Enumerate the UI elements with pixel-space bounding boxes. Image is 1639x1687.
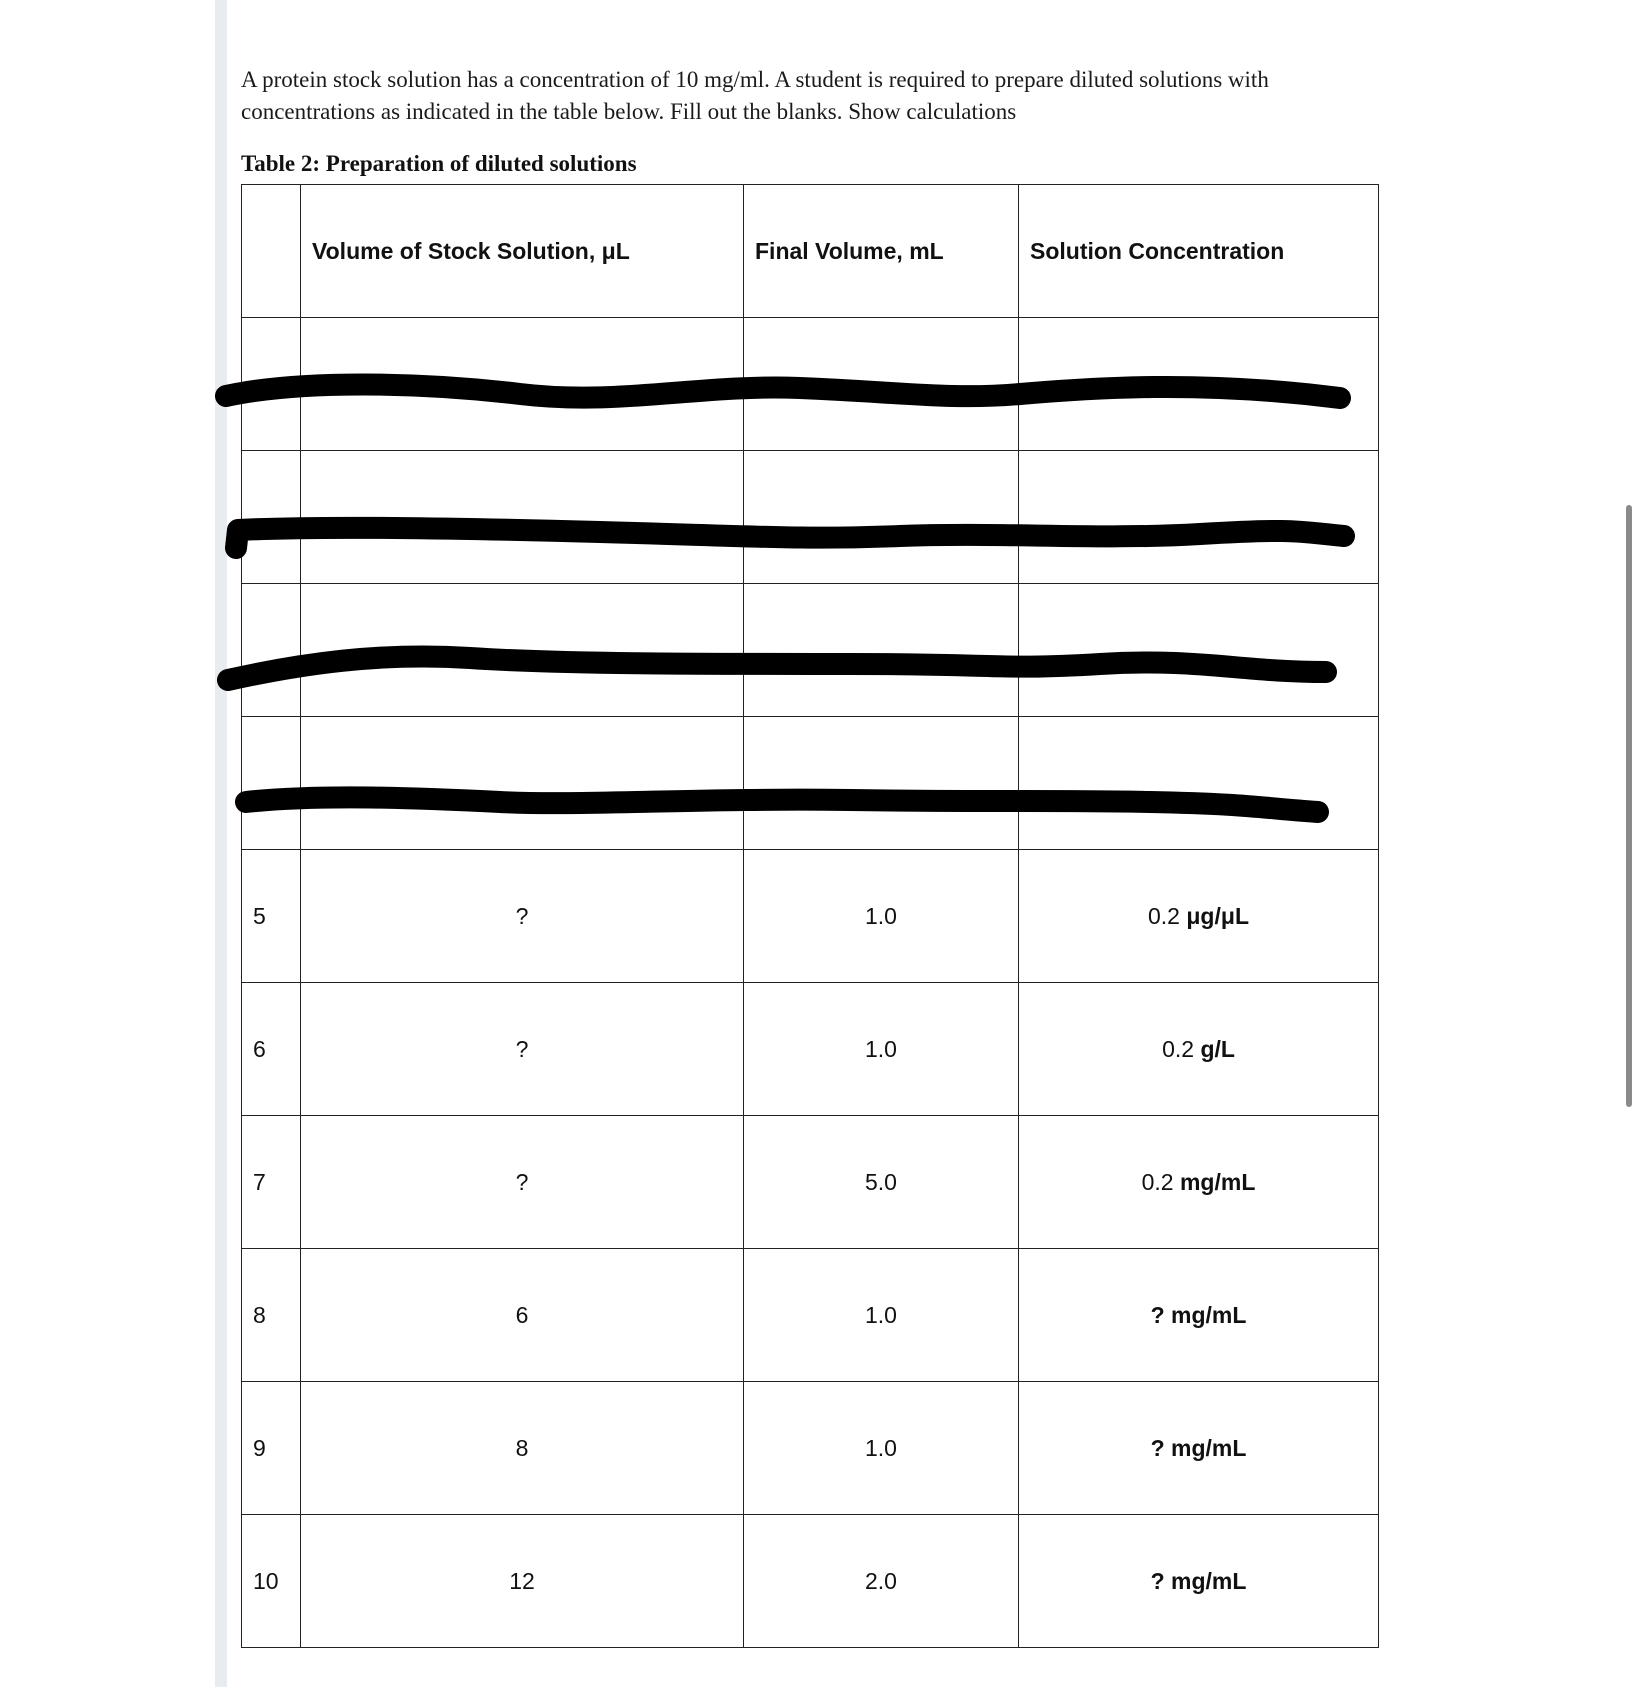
stock-volume-cell: 6 — [301, 1249, 744, 1382]
table-row — [242, 451, 1379, 584]
header-number — [242, 185, 301, 318]
left-margin-rail — [215, 0, 227, 1687]
concentration-value: 0.2 — [1162, 1035, 1195, 1062]
dilution-table — [241, 184, 1379, 1648]
question-text: A protein stock solution has a concentration of 10 mg/ml. A student is required to prepare diluted solutions with concentrations as indicated in the table below. Fill out the blanks. Show calculations — [241, 67, 1269, 124]
stock-volume-cell — [301, 451, 744, 584]
concentration-cell — [1019, 1249, 1379, 1382]
table-row — [242, 1116, 1379, 1249]
table-caption: Table 2: Preparation of diluted solutions — [241, 151, 637, 176]
final-volume-cell — [744, 318, 1019, 451]
row-number — [242, 717, 301, 850]
final-volume-cell: 1.0 — [744, 1382, 1019, 1515]
header-concentration: Solution Concentration — [1019, 185, 1379, 318]
stock-volume-cell: 12 — [301, 1515, 744, 1648]
stock-volume-cell: 8 — [301, 1382, 744, 1515]
row-number — [242, 584, 301, 717]
concentration-cell — [1019, 1515, 1379, 1648]
concentration-unit: mg/mL — [1171, 1301, 1247, 1328]
concentration-cell — [1019, 318, 1379, 451]
table-row — [242, 318, 1379, 451]
row-number: 10 — [242, 1515, 301, 1648]
concentration-cell — [1019, 983, 1379, 1116]
concentration-cell — [1019, 1382, 1379, 1515]
concentration-value: 0.2 — [1141, 1168, 1174, 1195]
table-body — [242, 318, 1379, 1648]
final-volume-cell — [744, 451, 1019, 584]
concentration-unit: mg/mL — [1179, 1168, 1256, 1195]
stock-volume-cell: ? — [301, 983, 744, 1116]
table-row — [242, 1515, 1379, 1648]
scrollbar-thumb[interactable] — [1626, 505, 1632, 1107]
concentration-value: ? — [1150, 1301, 1165, 1328]
concentration-unit: mg/mL — [1171, 1434, 1247, 1461]
final-volume-cell: 1.0 — [744, 1249, 1019, 1382]
final-volume-cell — [744, 717, 1019, 850]
table-row — [242, 850, 1379, 983]
header-stock-volume: Volume of Stock Solution, μL — [301, 185, 744, 318]
concentration-value: ? — [1150, 1567, 1165, 1594]
table-row — [242, 717, 1379, 850]
concentration-cell — [1019, 451, 1379, 584]
stock-volume-cell — [301, 318, 744, 451]
stock-volume-cell: ? — [301, 850, 744, 983]
table-row — [242, 1382, 1379, 1515]
stock-volume-cell — [301, 717, 744, 850]
stock-volume-cell: ? — [301, 1116, 744, 1249]
row-number: 7 — [242, 1116, 301, 1249]
concentration-unit: μg/μL — [1186, 902, 1249, 929]
stock-volume-cell — [301, 584, 744, 717]
row-number — [242, 451, 301, 584]
concentration-value: ? — [1150, 1434, 1165, 1461]
final-volume-cell: 1.0 — [744, 850, 1019, 983]
row-number — [242, 318, 301, 451]
final-volume-cell — [744, 584, 1019, 717]
row-number: 8 — [242, 1249, 301, 1382]
row-number: 5 — [242, 850, 301, 983]
concentration-unit: g/L — [1200, 1035, 1235, 1062]
concentration-cell — [1019, 1116, 1379, 1249]
concentration-value: 0.2 — [1147, 902, 1180, 929]
final-volume-cell: 2.0 — [744, 1515, 1019, 1648]
table-row — [242, 983, 1379, 1116]
concentration-cell — [1019, 717, 1379, 850]
row-number: 9 — [242, 1382, 301, 1515]
table-header-row — [242, 185, 1379, 318]
final-volume-cell: 1.0 — [744, 983, 1019, 1116]
table-row — [242, 584, 1379, 717]
table-row — [242, 1249, 1379, 1382]
concentration-cell — [1019, 584, 1379, 717]
final-volume-cell: 5.0 — [744, 1116, 1019, 1249]
header-final-volume: Final Volume, mL — [744, 185, 1019, 318]
concentration-cell — [1019, 850, 1379, 983]
row-number: 6 — [242, 983, 301, 1116]
concentration-unit: mg/mL — [1171, 1567, 1247, 1594]
